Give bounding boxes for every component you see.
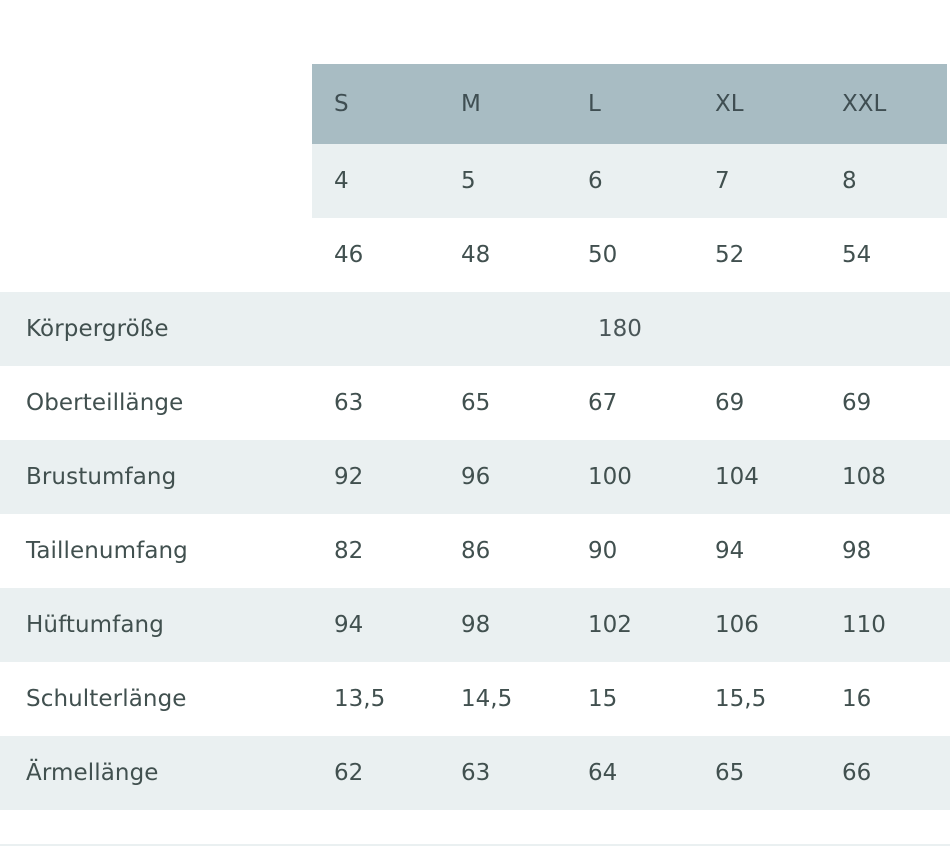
row-koerpergroesse: [0, 292, 950, 366]
row-hueftumfang-xl: 106: [693, 588, 820, 662]
numeric-row-2-empty-cell: [0, 218, 312, 292]
numeric-row-1-empty-cell: [0, 144, 312, 218]
table-row: [0, 662, 950, 736]
header-empty-cell: [0, 64, 312, 144]
numeric-row-2-m: 48: [439, 218, 566, 292]
row-aermellaenge-m: 63: [439, 736, 566, 810]
row-oberteillaenge-m: 65: [439, 366, 566, 440]
row-taillenumfang-xl: 94: [693, 514, 820, 588]
numeric-row-2: [0, 218, 950, 292]
numeric-row-1-s: 4: [312, 144, 439, 218]
table-row: [0, 440, 950, 514]
row-schulterlaenge-s: 13,5: [312, 662, 439, 736]
top-spacer-row: [0, 0, 950, 64]
numeric-row-1-xl: 7: [693, 144, 820, 218]
row-label-schulterlaenge: Schulterlänge: [0, 662, 312, 736]
numeric-row-1: [0, 144, 950, 218]
table-row: [0, 366, 950, 440]
row-label-oberteillaenge: Oberteillänge: [0, 366, 312, 440]
row-oberteillaenge-l: 67: [566, 366, 693, 440]
row-aermellaenge-xxl: 66: [820, 736, 947, 810]
row-taillenumfang-xxl: 98: [820, 514, 947, 588]
table-row: [0, 514, 950, 588]
size-header-xl: XL: [693, 64, 820, 144]
numeric-row-2-l: 50: [566, 218, 693, 292]
row-hueftumfang-s: 94: [312, 588, 439, 662]
row-label-brustumfang: Brustumfang: [0, 440, 312, 514]
numeric-row-1-l: 6: [566, 144, 693, 218]
row-aermellaenge-s: 62: [312, 736, 439, 810]
size-header-l: L: [566, 64, 693, 144]
row-label-koerpergroesse: Körpergröße: [0, 292, 312, 366]
table-row: [0, 736, 950, 810]
row-brustumfang-l: 100: [566, 440, 693, 514]
row-taillenumfang-m: 86: [439, 514, 566, 588]
row-brustumfang-s: 92: [312, 440, 439, 514]
numeric-row-1-m: 5: [439, 144, 566, 218]
row-schulterlaenge-xxl: 16: [820, 662, 947, 736]
numeric-row-1-xxl: 8: [820, 144, 947, 218]
size-header-m: M: [439, 64, 566, 144]
row-label-aermellaenge: Ärmellänge: [0, 736, 312, 810]
size-header-row: [0, 64, 950, 144]
top-spacer-cell: [0, 0, 950, 64]
row-oberteillaenge-s: 63: [312, 366, 439, 440]
row-oberteillaenge-xxl: 69: [820, 366, 947, 440]
row-brustumfang-m: 96: [439, 440, 566, 514]
size-header-xxl: XXL: [820, 64, 947, 144]
row-schulterlaenge-xl: 15,5: [693, 662, 820, 736]
row-schulterlaenge-m: 14,5: [439, 662, 566, 736]
row-brustumfang-xxl: 108: [820, 440, 947, 514]
row-hueftumfang-xxl: 110: [820, 588, 947, 662]
row-aermellaenge-xl: 65: [693, 736, 820, 810]
table-row: [0, 588, 950, 662]
row-value-koerpergroesse-cell: [312, 292, 950, 366]
row-value-koerpergroesse: 180: [598, 316, 642, 342]
row-hueftumfang-m: 98: [439, 588, 566, 662]
row-schulterlaenge-l: 15: [566, 662, 693, 736]
row-oberteillaenge-xl: 69: [693, 366, 820, 440]
row-taillenumfang-s: 82: [312, 514, 439, 588]
numeric-row-2-s: 46: [312, 218, 439, 292]
size-header-s: S: [312, 64, 439, 144]
row-label-hueftumfang: Hüftumfang: [0, 588, 312, 662]
row-aermellaenge-l: 64: [566, 736, 693, 810]
numeric-row-2-xxl: 54: [820, 218, 947, 292]
numeric-row-2-xl: 52: [693, 218, 820, 292]
row-label-taillenumfang: Taillenumfang: [0, 514, 312, 588]
row-hueftumfang-l: 102: [566, 588, 693, 662]
row-taillenumfang-l: 90: [566, 514, 693, 588]
row-brustumfang-xl: 104: [693, 440, 820, 514]
